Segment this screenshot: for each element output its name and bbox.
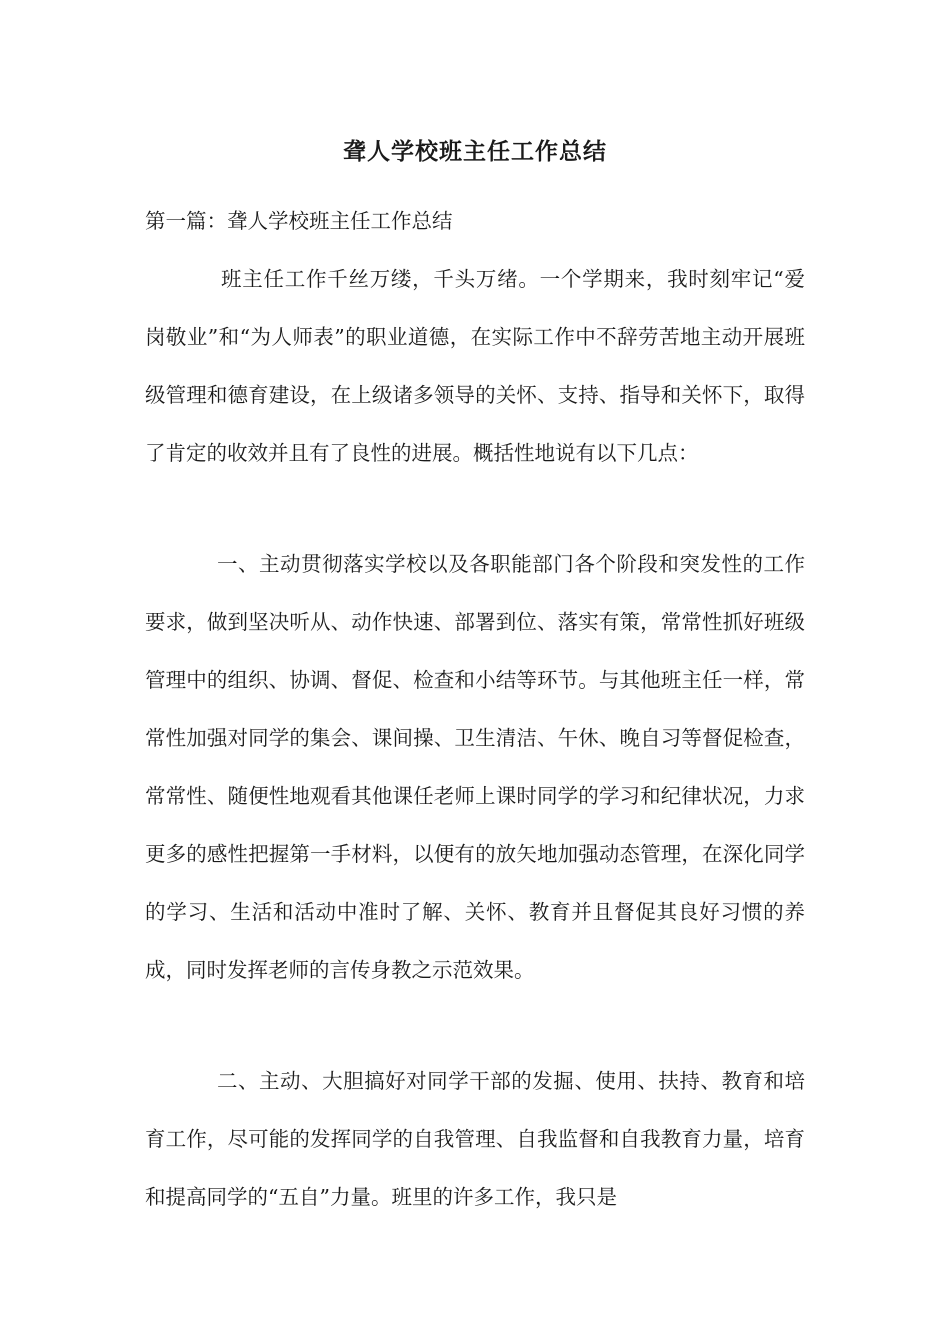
paragraph-intro: 班主任工作千丝万缕，千头万绪。一个学期来，我时刻牢记“爱岗敬业”和“为人师表”的职业道德，在实际工作中不辞劳苦地主动开展班级管理和德育建设，在上级诸多领导的关怀、支持、指导和关怀下，取得了肯定的收效并且有了良性的进展。概括性地说有以下几点： <box>145 267 805 465</box>
paragraph-point-two: 二、主动、大胆搞好对同学干部的发掘、使用、扶持、教育和培育工作，尽可能的发挥同学的自我管理、自我监督和自我教育力量，培育和提高同学的“五自”力量。班里的许多工作，我只是 <box>145 1069 805 1209</box>
document-title: 聋人学校班主任工作总结 <box>343 138 607 165</box>
paragraph-point-one: 一、主动贯彻落实学校以及各职能部门各个阶段和突发性的工作要求，做到坚决听从、动作快速、部署到位、落实有策，常常性抓好班级管理中的组织、协调、督促、检查和小结等环节。与其他班主任一样，常常性加强对同学的集会、课间操、卫生清洁、午休、晚自习等督促检查，常常性、随便性地观看其他课任老师上课时同学的学习和纪律状况，力求更多的感性把握第一手材料，以便有的放矢地加强动态管理，在深化同学的学习、生活和活动中准时了解、关怀、教育并且督促其良好习惯的养成，同时发挥老师的言传身教之示范效果。 <box>145 552 805 982</box>
document-subtitle: 第一篇：聋人学校班主任工作总结 <box>145 209 453 233</box>
